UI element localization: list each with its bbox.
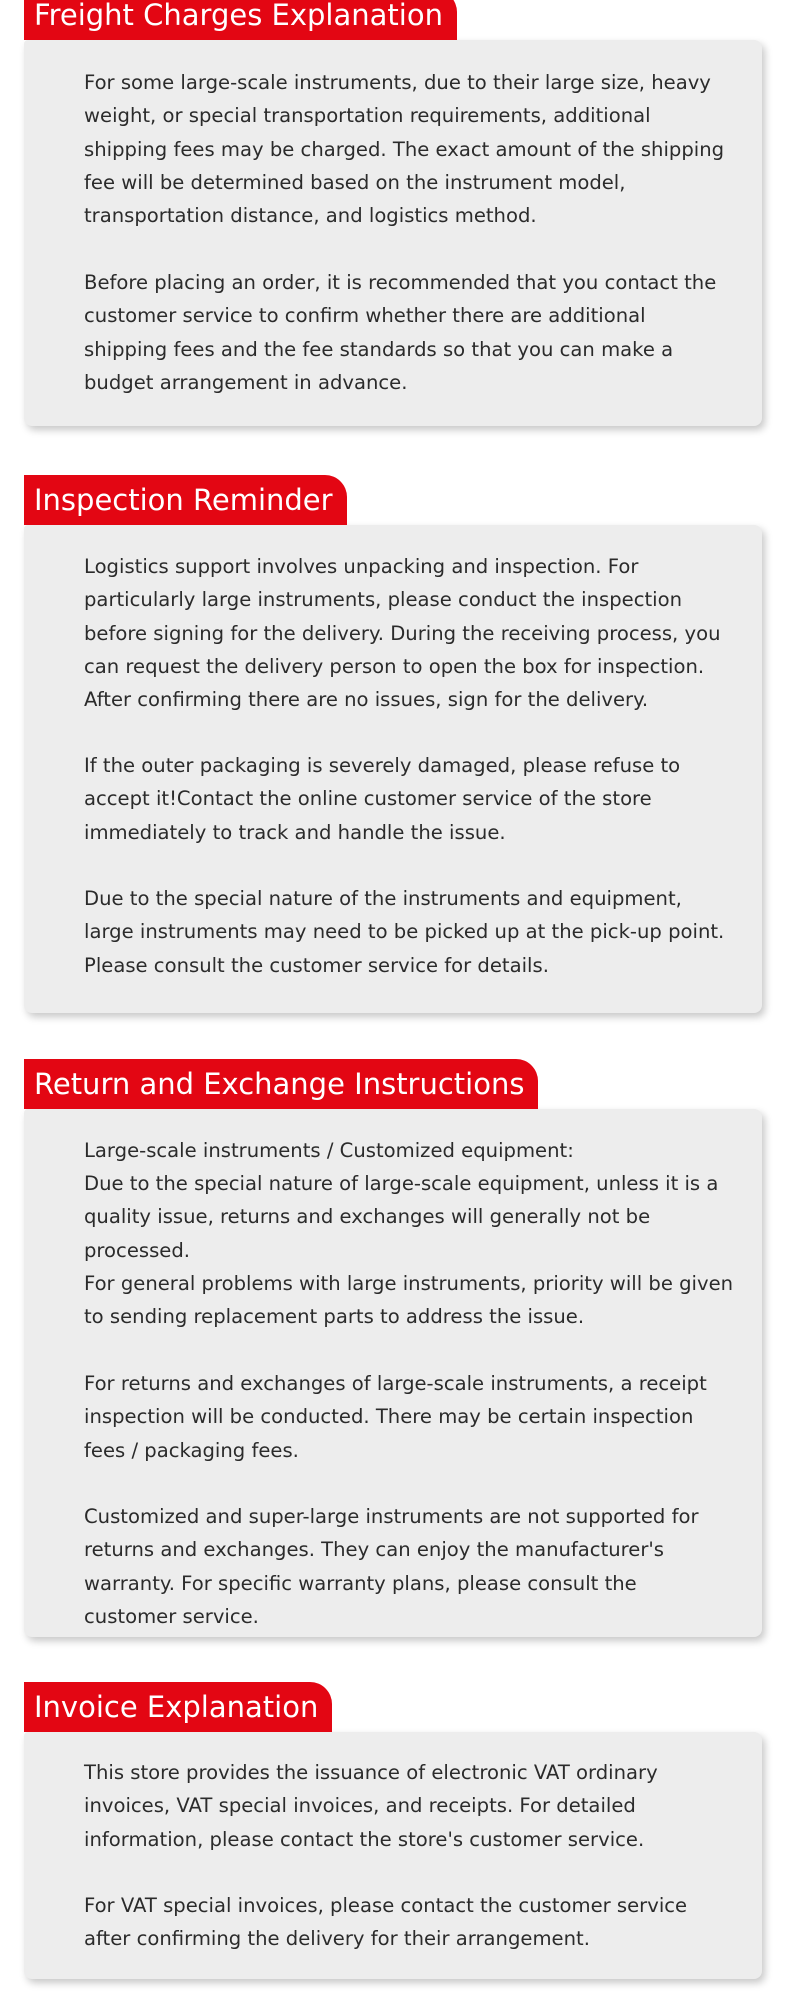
section-card bbox=[24, 40, 762, 426]
section-inspection-reminder bbox=[24, 475, 762, 1015]
paragraph: This store provides the issuance of electronic VAT ordinary invoices, VAT special invoices, and receipts. For detailed information, please contact the store's customer service. bbox=[84, 1761, 658, 1851]
section-card bbox=[24, 1109, 762, 1637]
section-title: Return and Exchange Instructions bbox=[24, 1059, 538, 1109]
section-title: Freight Charges Explanation bbox=[24, 0, 457, 40]
paragraph: For general problems with large instruments, priority will be given to sending replacement parts to address the issue. bbox=[84, 1272, 734, 1329]
paragraph: Large-scale instruments / Customized equipment: bbox=[84, 1139, 574, 1162]
paragraph: If the outer packaging is severely damaged, please refuse to accept it!Contact the online customer service of the store immediately to track and handle the issue. bbox=[84, 754, 681, 844]
section-freight-charges bbox=[24, 0, 762, 430]
section-return-exchange bbox=[24, 1059, 762, 1639]
paragraph: For returns and exchanges of large-scale instruments, a receipt inspection will be conducted. There may be certain inspection fees / packaging fees. bbox=[84, 1372, 707, 1462]
paragraph: For VAT special invoices, please contact the customer service after confirming the delivery for their arrangement. bbox=[84, 1894, 688, 1951]
section-card bbox=[24, 1732, 762, 1979]
section-title: Invoice Explanation bbox=[24, 1682, 332, 1732]
section-invoice-explanation bbox=[24, 1682, 762, 1982]
section-title: Inspection Reminder bbox=[24, 475, 347, 525]
section-card bbox=[24, 525, 762, 1013]
paragraph: Before placing an order, it is recommended that you contact the customer service to confirm whether there are additional shipping fees and the fee standards so that you can make a budget arrangement in advance. bbox=[84, 271, 717, 394]
paragraph: Customized and super-large instruments are not supported for returns and exchanges. They can enjoy the manufacturer's warranty. For specific warranty plans, please consult the customer service. bbox=[84, 1505, 699, 1628]
paragraph: For some large-scale instruments, due to their large size, heavy weight, or special transportation requirements, additional shipping fees may be charged. The exact amount of the shipping fee will be determined based on the instrument model, transportation distance, and logistics method. bbox=[84, 71, 725, 228]
paragraph: Logistics support involves unpacking and inspection. For particularly large instruments, please conduct the inspection before signing for the delivery. During the receiving process, you can request the delivery person to open the box for inspection. After confirming there are no issues, sign for the delivery. bbox=[84, 555, 721, 712]
paragraph: Due to the special nature of large-scale equipment, unless it is a quality issue, returns and exchanges will generally not be processed. bbox=[84, 1172, 719, 1262]
paragraph: Due to the special nature of the instruments and equipment, large instruments may need to be picked up at the pick-up point. Please consult the customer service for details. bbox=[84, 887, 725, 977]
